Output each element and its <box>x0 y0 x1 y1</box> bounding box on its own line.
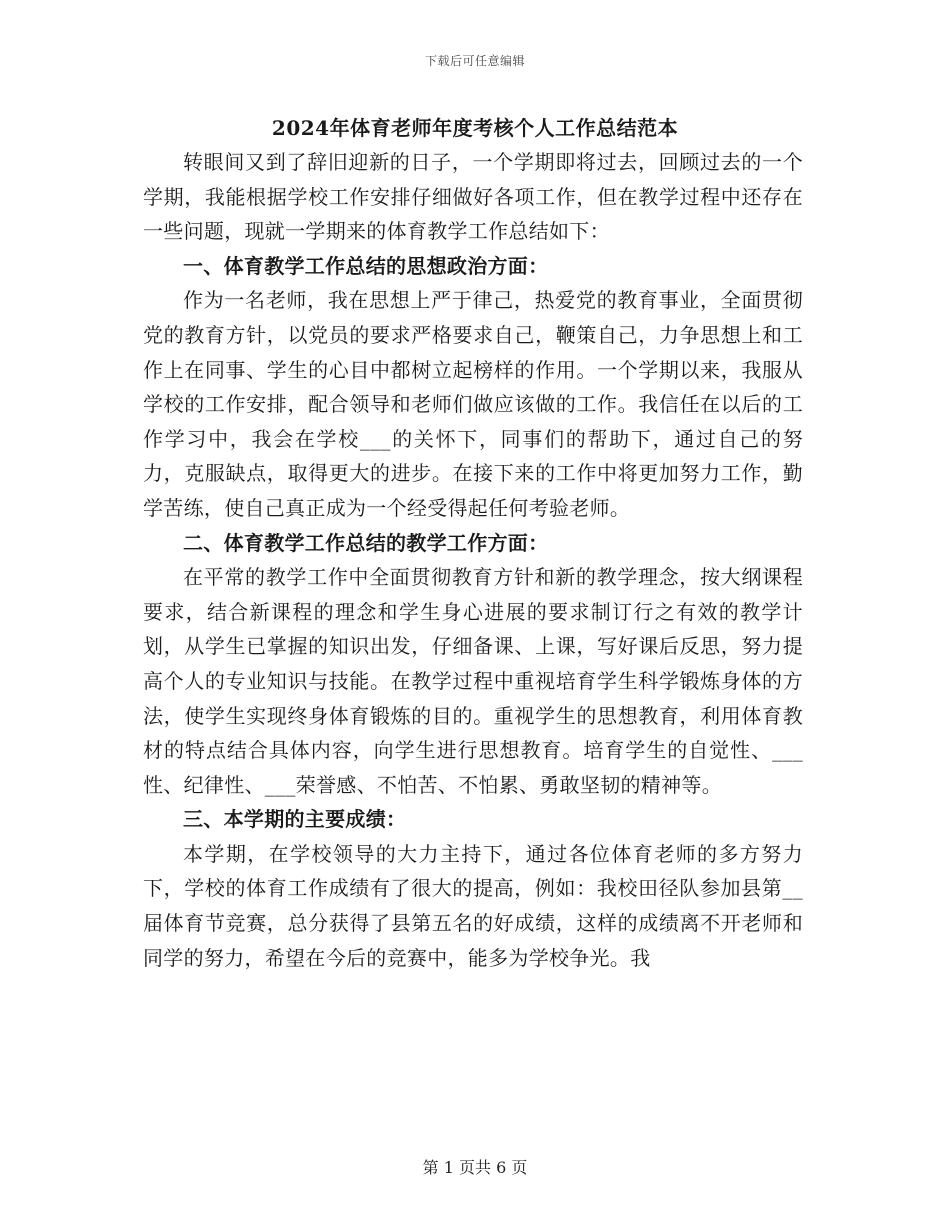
section-heading-teaching: 二、体育教学工作总结的教学工作方面： <box>183 530 549 555</box>
document-body <box>143 145 803 975</box>
political-paragraph: 作为一名老师，我在思想上严于律己，热爱党的教育事业，全面贯彻党的教育方针，以党员的要求严格要求自己，鞭策自己，力争思想上和工作上在同事、学生的心目中都树立起榜样的作用。一个学期以来，我服从学校的工作安排，配合领导和老师们做应该做的工作。我信任在以后的工作学习中，我会在学校___的关怀下，同事们的帮助下，通过自己的努力，克服缺点，取得更大的进步。在接下来的工作中将更加努力工作，勤学苦练，使自己真正成为一个经受得起任何考验老师。 <box>143 288 803 520</box>
page-header-note: 下载后可任意编辑 <box>424 54 525 68</box>
intro-paragraph: 转眼间又到了辞旧迎新的日子，一个学期即将过去，回顾过去的一个学期，我能根据学校工作安排仔细做好各项工作，但在教学过程中还存在一些问题，现就一学期来的体育教学工作总结如下： <box>143 150 803 244</box>
section-heading-political: 一、体育教学工作总结的思想政治方面： <box>183 253 549 278</box>
document-title: 2024年体育老师年度考核个人工作总结范本 <box>271 116 679 140</box>
teaching-paragraph: 在平常的教学工作中全面贯彻教育方针和新的教学理念，按大纲课程要求，结合新课程的理念和学生身心进展的要求制订行之有效的教学计划，从学生已掌握的知识出发，仔细备课、上课，写好课后反思，努力提高个人的专业知识与技能。在教学过程中重视培育学生科学锻炼身体的方法，使学生实现终身体育锻炼的目的。重视学生的思想教育，利用体育教材的特点结合具体内容，向学生进行思想教育。培育学生的自觉性、___性、纪律性、___荣誉感、不怕苦、不怕累、勇敢坚韧的精神等。 <box>143 565 803 797</box>
achievements-paragraph: 本学期，在学校领导的大力主持下，通过各位体育老师的多方努力下，学校的体育工作成绩有了很大的提高，例如：我校田径队参加县第__届体育节竞赛，总分获得了县第五名的好成绩，这样的成绩离不开老师和同学的努力，希望在今后的竞赛中，能多为学校争光。我 <box>143 841 803 970</box>
section-heading-achievements: 三、本学期的主要成绩： <box>183 807 407 832</box>
page-number: 第 1 页共 6 页 <box>422 1158 528 1177</box>
